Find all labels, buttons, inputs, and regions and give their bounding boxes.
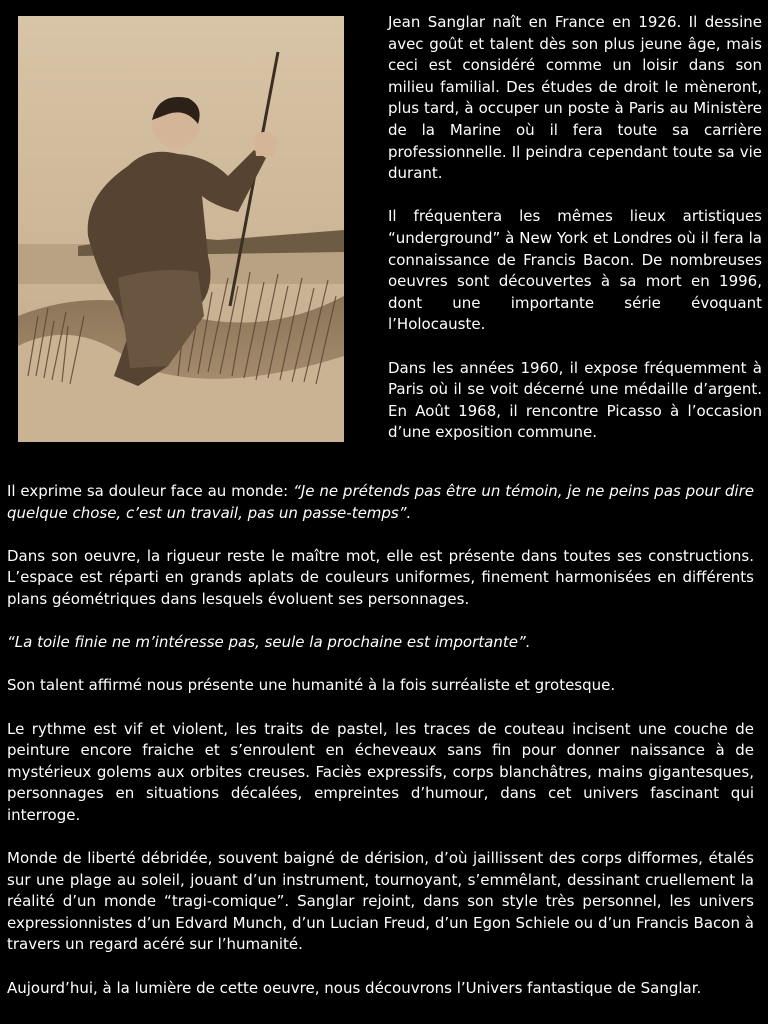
- intro-paragraph-exhibitions: Dans les années 1960, il expose fréquemment à Paris où il se voit décerné une médaille d’argent. En Août 1968, il rencontre Picasso à l’occasion d’une exposition commune.: [388, 358, 762, 442]
- sanglar-portrait-photo: [18, 16, 344, 442]
- paragraph-monde: Monde de liberté débridée, souvent baigné de dérision, d’où jaillissent des corps difformes, étalés sur une plage au soleil, jouant d’un instrument, tournoyant, s’emmêlant, dessinant cruellement la réalité d’un monde “tragi-comique”. Sanglar rejoint, dans son style très personnel, les univers expressionnistes d’un Edvard Munch, d’un Lucian Freud, d’un Egon Schiele ou d’un Francis Bacon à travers un regard acéré sur l’humanité.: [7, 849, 754, 954]
- paragraph-rythme: Le rythme est vif et violent, les traits de pastel, les traces de couteau incisent une couche de peinture encore fraiche et s’enroulent en écheveaux sans fin pour donner naissance à de mystérieux golems aux orbites creuses. Faciès expressifs, corps blanchâtres, mains gigantesques, personnages en situations décalées, empreintes d’humour, dans cet univers fascinant qui interroge.: [7, 719, 754, 824]
- main-text-body: [7, 481, 754, 1021]
- paragraph-toile-quote: “La toile finie ne m’intéresse pas, seule la prochaine est importante”.: [7, 633, 531, 652]
- intro-paragraph-birth: Jean Sanglar naît en France en 1926. Il dessine avec goût et talent dès son plus jeune âge, mais ceci est considéré comme un loisir dans son milieu familial. Des études de droit le mèneront, plus tard, à occuper un poste à Paris au Ministère de la Marine où il fera toute sa carrière professionnelle. Il peindra cependant toute sa vie durant.: [388, 13, 762, 183]
- paragraph-douleur-lead: Il exprime sa douleur face au monde:: [7, 482, 294, 500]
- paragraph-rigueur: Dans son oeuvre, la rigueur reste le maître mot, elle est présente dans toutes ses constructions. L’espace est réparti en grands aplats de couleurs uniformes, finement harmonisées en différents plans géométriques dans lesquels évoluent ses personnages.: [7, 546, 754, 608]
- intro-paragraph-underground: Il fréquentera les mêmes lieux artistiques “underground” à New York et Londres où il fera la connaissance de Francis Bacon. De nombreuses oeuvres sont découvertes à sa mort en 1996, dont une importante série évoquant l’Holocauste.: [388, 207, 762, 334]
- paragraph-douleur: [7, 481, 754, 524]
- sepia-portrait-photo-icon: [18, 16, 344, 442]
- intro-text-column: [388, 12, 762, 465]
- paragraph-aujourdhui: Aujourd’hui, à la lumière de cette oeuvre, nous découvrons l’Univers fantastique de Sanglar.: [7, 978, 702, 997]
- paragraph-talent: Son talent affirmé nous présente une humanité à la fois surréaliste et grotesque.: [7, 676, 616, 695]
- paragraph-douleur-quote: “Je ne prétends pas être un témoin, je ne peins pas pour dire quelque chose, c’est un travail, pas un passe-temps”.: [7, 482, 754, 522]
